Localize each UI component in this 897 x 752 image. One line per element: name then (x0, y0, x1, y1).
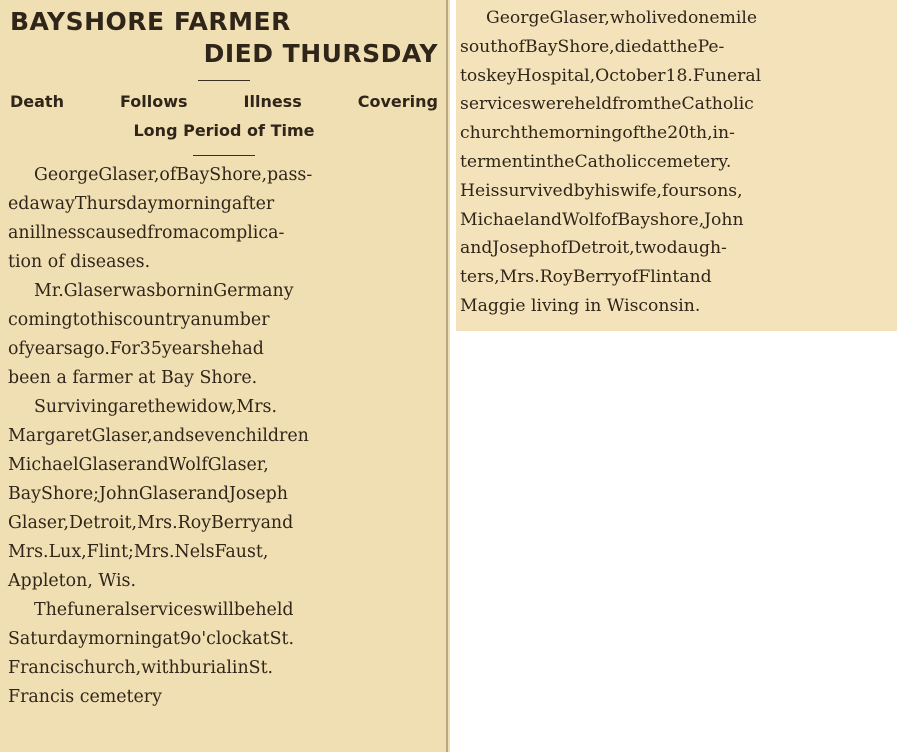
text-line: edawayThursdaymorningafter (8, 194, 275, 214)
text-line: Saturdaymorningat9o'clockatSt. (8, 629, 295, 649)
text-line: MichaelandWolfofBayshore,John (460, 209, 744, 230)
text-line: Glaser,Detroit,Mrs.RoyBerryand (8, 513, 294, 533)
article-body (8, 161, 440, 712)
text-line: BayShore;JohnGlaserandJoseph (8, 484, 288, 504)
paragraph (8, 161, 440, 277)
text-line: churchthemorningofthe20th,in- (460, 123, 735, 144)
text-line: Mrs.Lux,Flint;Mrs.NelsFaust, (8, 542, 269, 562)
text-line: Survivingarethewidow,Mrs. (34, 397, 277, 417)
text-line: Maggie living in Wisconsin. (460, 295, 701, 316)
text-line: southofBayShore,diedatthePe- (460, 36, 725, 57)
text-line: Mr.GlaserwasborninGermany (34, 281, 294, 301)
paragraph (460, 4, 889, 321)
article-body (460, 4, 889, 321)
text-line: termentintheCatholiccemetery. (460, 151, 732, 172)
text-line: been a farmer at Bay Shore. (8, 368, 258, 388)
text-line: toskeyHospital,October18.Funeral (460, 65, 762, 86)
text-line: ters,Mrs.RoyBerryofFlintand (460, 267, 712, 288)
text-line: Appleton, Wis. (8, 571, 136, 591)
subheadline (8, 87, 440, 145)
subhead-line-2: Long Period of Time (133, 121, 315, 140)
headline-line-2: DIED THURSDAY (203, 39, 438, 68)
text-line: Thefuneralserviceswillbeheld (34, 600, 294, 620)
headline-line-1: BAYSHORE FARMER (10, 7, 291, 36)
text-line: Francischurch,withburialinSt. (8, 658, 274, 678)
paragraph (8, 277, 440, 393)
paragraph (8, 393, 440, 596)
text-line: GeorgeGlaser,wholivedonemile (486, 8, 757, 28)
column-rule (446, 0, 448, 752)
text-line: anillnesscausedfromacomplica- (8, 223, 285, 243)
subhead-divider (193, 155, 255, 156)
subhead-word: Death (10, 92, 64, 111)
text-line: serviceswereheldfromtheCatholic (460, 94, 754, 115)
headline-divider (198, 80, 250, 81)
text-line: MargaretGlaser,andsevenchildren (8, 426, 309, 446)
paragraph (8, 596, 440, 712)
text-line: andJosephofDetroit,twodaugh- (460, 238, 727, 259)
text-line: Francis cemetery (8, 687, 162, 707)
right-clipping (456, 0, 897, 331)
text-line: ofyearsago.For35yearshehad (8, 339, 264, 359)
subhead-word: Illness (243, 92, 302, 111)
text-line: GeorgeGlaser,ofBayShore,pass- (34, 165, 313, 185)
text-line: comingtothiscountryanumber (8, 310, 270, 330)
text-line: tion of diseases. (8, 252, 151, 272)
subhead-word: Follows (119, 92, 188, 111)
text-line: Heissurvivedbyhiswife,foursons, (460, 180, 743, 201)
text-line: MichaelGlaserandWolfGlaser, (8, 455, 269, 475)
subhead-word: Covering (357, 92, 438, 111)
